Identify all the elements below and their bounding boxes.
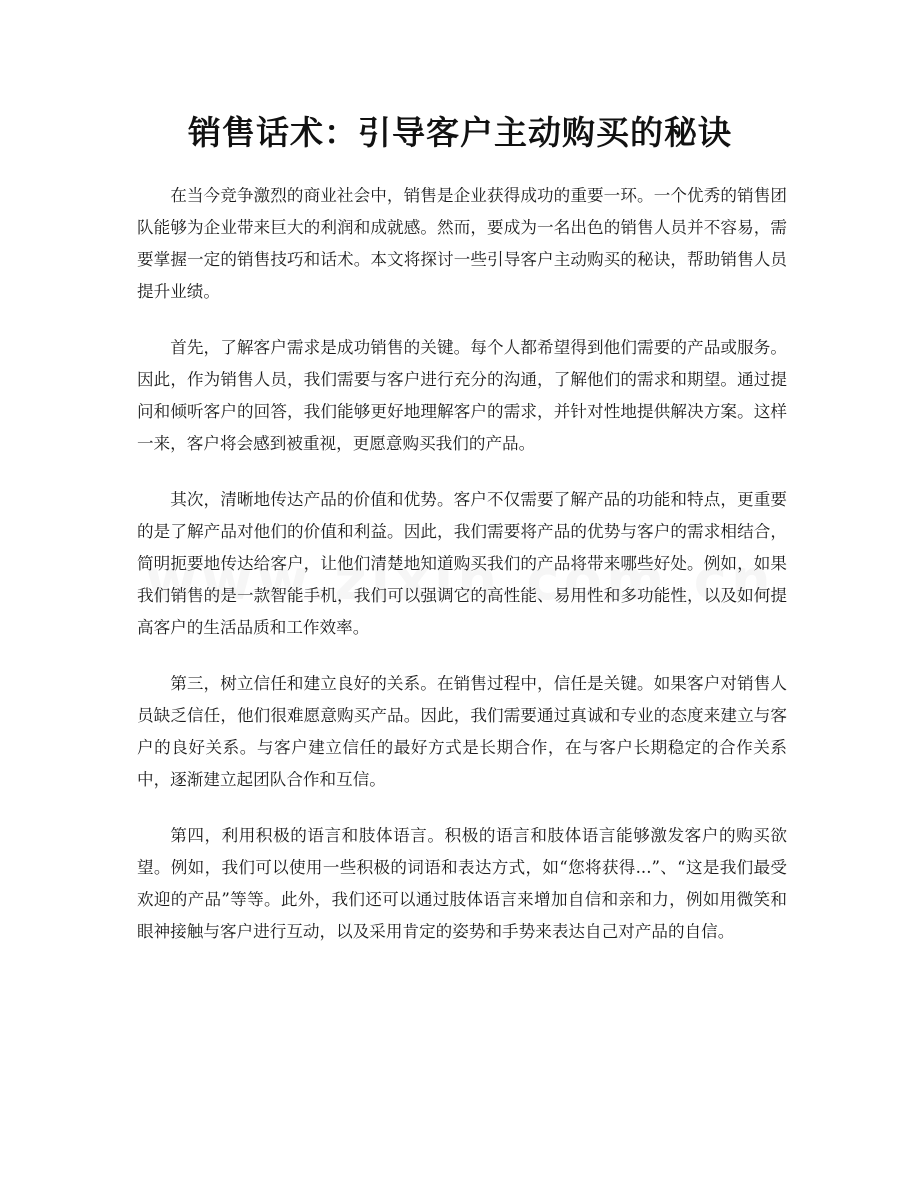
paragraph-third: 第三，树立信任和建立良好的关系。在销售过程中，信任是关键。如果客户对销售人员缺乏信任，他们很难愿意购买产品。因此，我们需要通过真诚和专业的态度来建立与客户的良好关系。与客户建立信任的最好方式是长期合作，在与客户长期稳定的合作关系中，逐渐建立起团队合作和互信。 <box>137 674 787 789</box>
paragraph-second: 其次，清晰地传达产品的价值和优势。客户不仅需要了解产品的功能和特点，更重要的是了解产品对他们的价值和利益。因此，我们需要将产品的优势与客户的需求相结合，简明扼要地传达给客户，让他们清楚地知道购买我们的产品将带来哪些好处。例如，如果我们销售的是一款智能手机，我们可以强调它的高性能、易用性和多功能性，以及如何提高客户的生活品质和工作效率。 <box>137 490 787 637</box>
paragraph-fourth: 第四，利用积极的语言和肢体语言。积极的语言和肢体语言能够激发客户的购买欲望。例如，我们可以使用一些积极的词语和表达方式，如“您将获得...”、“这是我们最受欢迎的产品”等等。此外，我们还可以通过肢体语言来增加自信和亲和力，例如用微笑和眼神接触与客户进行互动，以及采用肯定的姿势和手势来表达自己对产品的自信。 <box>137 826 787 941</box>
paragraph-intro: 在当今竞争激烈的商业社会中，销售是企业获得成功的重要一环。一个优秀的销售团队能够为企业带来巨大的利润和成就感。然而，要成为一名出色的销售人员并不容易，需要掌握一定的销售技巧和话术。本文将探讨一些引导客户主动购买的秘诀，帮助销售人员提升业绩。 <box>137 186 787 301</box>
paragraph-first: 首先，了解客户需求是成功销售的关键。每个人都希望得到他们需要的产品或服务。因此，作为销售人员，我们需要与客户进行充分的沟通，了解他们的需求和期望。通过提问和倾听客户的回答，我们能够更好地理解客户的需求，并针对性地提供解决方案。这样一来，客户将会感到被重视，更愿意购买我们的产品。 <box>137 338 787 453</box>
document-body <box>137 180 787 972</box>
page-title: 销售话术：引导客户主动购买的秘诀 <box>188 113 732 152</box>
